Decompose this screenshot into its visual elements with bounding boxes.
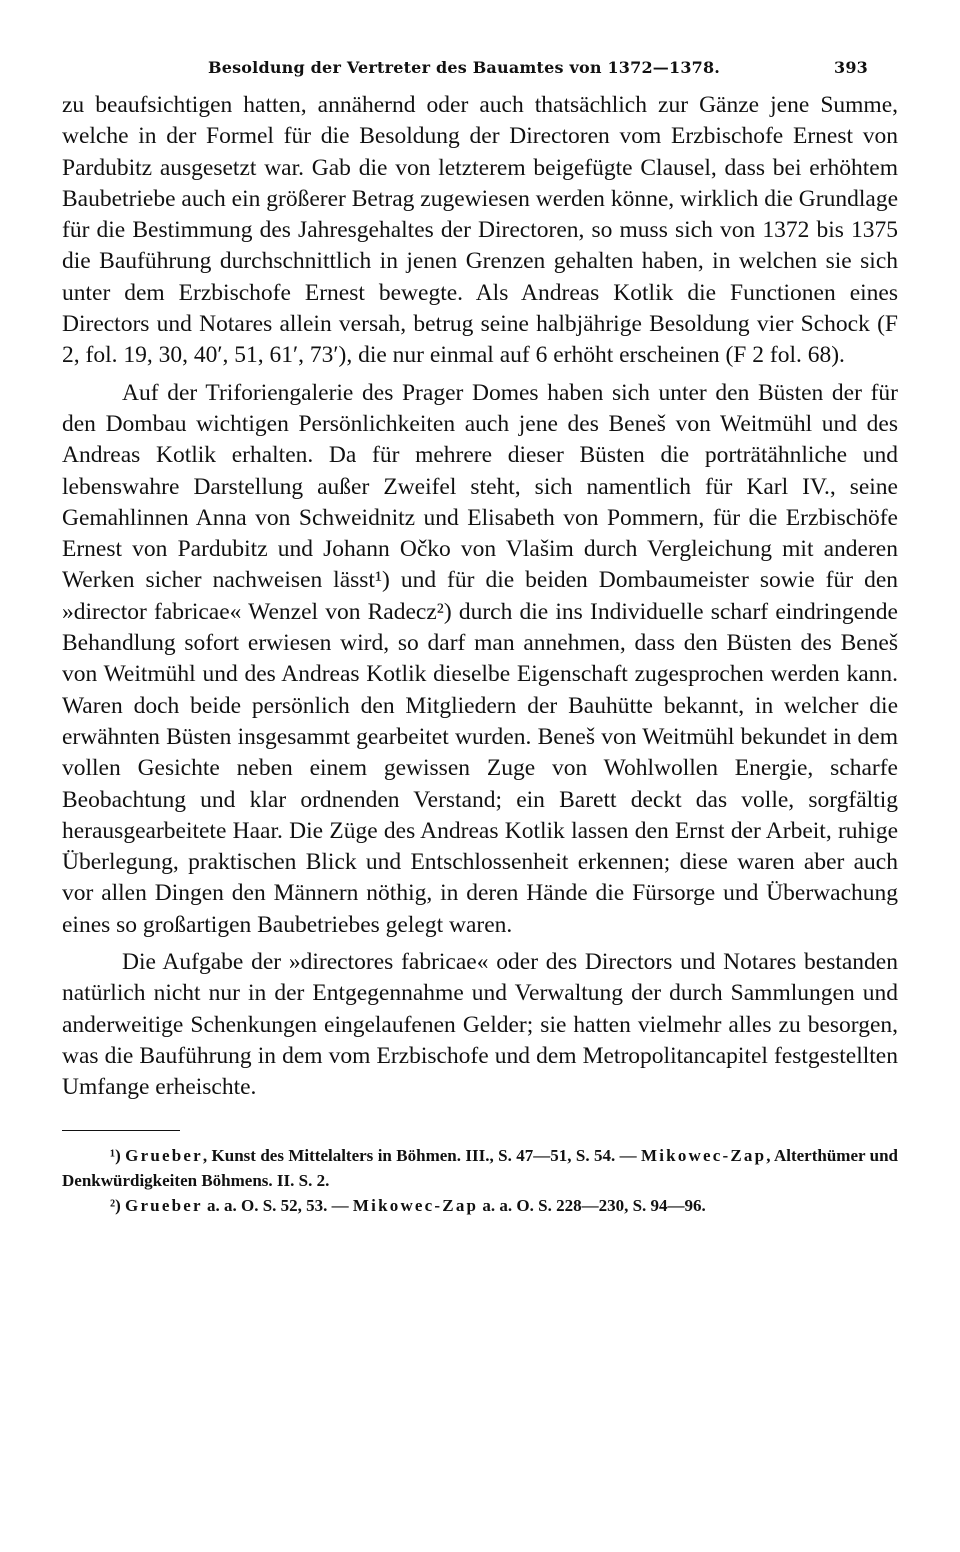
paragraph: Auf der Triforiengalerie des Prager Domes haben sich unter den Büsten der für den Dombau wichtigen Persönlichkeiten auch jene des Beneš von Weitmühl und des Andreas Kotlik erhalten. Da für mehrere dieser Büsten die porträtähnliche und lebenswahre Darstellung außer Zweifel steht, sich namentlich für Karl IV., seine Gemahlinnen Anna von Schweidnitz und Elisabeth von Pommern, für die Erzbischöfe Ernest von Pardubitz und Johann Očko von Vlašim durch Vergleichung mit anderen Werken sicher nachweisen lässt¹) und für die beiden Dombaumeister sowie für den »director fabricae« Wenzel von Radecz²) durch die ins Individuelle scharf eindringende Behandlung sofort erwiesen wird, so darf man annehmen, dass den Büsten des Beneš von Weitmühl und des Andreas Kotlik dieselbe Eigenschaft zugesprochen werden kann. Waren doch beide persönlich den Mitgliedern der Bauhütte bekannt, in welcher die erwähnten Büsten insgesammt gearbeitet wurden. Beneš von Weitmühl bekundet in dem vollen Gesichte neben einem gewissen Zuge von Wohlwollen Energie, scharfe Beobachtung und klar ordnenden Verstand; ein Barett deckt das volle, sorgfältig herausgearbeitete Haar. Die Züge des Andreas Kotlik lassen den Ernst der Arbeit, ruhige Überlegung, praktischen Blick und Entschlossenheit erkennen; diese waren aber auch vor allen Dingen den Männern nöthig, in deren Hände die Fürsorge und Überwachung eines so großartigen Baubetriebes gelegt waren. — [62, 379, 898, 938]
footnote-author: Grueber — [125, 1145, 203, 1165]
page-number: 393 — [834, 58, 868, 77]
footnote-1 — [62, 1143, 898, 1193]
footnote-marker: ¹) — [110, 1145, 121, 1165]
paragraph: zu beaufsichtigen hatten, annähernd oder auch thatsächlich zur Gänze jene Summe, welche in der Formel für die Besoldung der Directoren vom Erzbischofe Ernest von Pardubitz ausgesetzt war. Gab die von letzterem beigefügte Clausel, dass bei erhöhtem Baubetriebe auch ein größerer Betrag zugewiesen werden könne, wirklich die Grundlage für die Bestimmung des Jahresgehaltes der Directoren, so muss sich von 1372 bis 1375 die Bauführung durchschnittlich in jenen Grenzen gehalten haben, in welchen sie sich unter dem Erzbischofe Ernest bewegte. Als Andreas Kotlik die Functionen eines Directors und Notares allein versah, betrug seine halbjährige Besoldung vier Schock (F 2, fol. 19, 30, 40′, 51, 61′, 73′), die nur einmal auf 6 erhöht erscheinen (F 2 fol. 68). — [62, 92, 898, 369]
footnote-text: a. a. O. S. 52, 53. — — [202, 1195, 349, 1215]
footnote-author: Mikowec-Zap — [641, 1145, 767, 1165]
footnote-text: , Kunst des Mittelalters in Böhmen. III., S. 47—51, S. 54. — — [202, 1145, 637, 1165]
footnote-text: a. a. O. S. 228—230, S. 94—96. — [478, 1195, 706, 1215]
page-header — [62, 58, 898, 86]
footnote-author: Mikowec-Zap — [352, 1195, 479, 1215]
body-text — [62, 90, 898, 1104]
footnote-divider — [62, 1130, 180, 1131]
footnote-author: Grueber — [125, 1195, 203, 1215]
footnote-2 — [62, 1193, 898, 1218]
footnotes — [62, 1143, 898, 1218]
footnote-marker: ²) — [110, 1195, 121, 1215]
running-title: Besoldung der Vertreter des Bauamtes von 1372—1378. — [208, 58, 721, 77]
footnote-text: , Alterthümer und Denkwürdigkeiten Böhmens. II. S. 2. — [62, 1145, 899, 1190]
paragraph: Die Aufgabe der »directores fabricae« oder des Directors und Notares bestanden natürlich nicht nur in der Entgegennahme und Verwaltung der durch Sammlungen und anderweitige Schenkungen eingelaufenen Gelder; sie hatten vielmehr alles zu besorgen, was die Bauführung in dem vom Erzbischofe und dem Metropolitancapitel festgestellten Umfange erheischte. — [62, 949, 898, 1101]
